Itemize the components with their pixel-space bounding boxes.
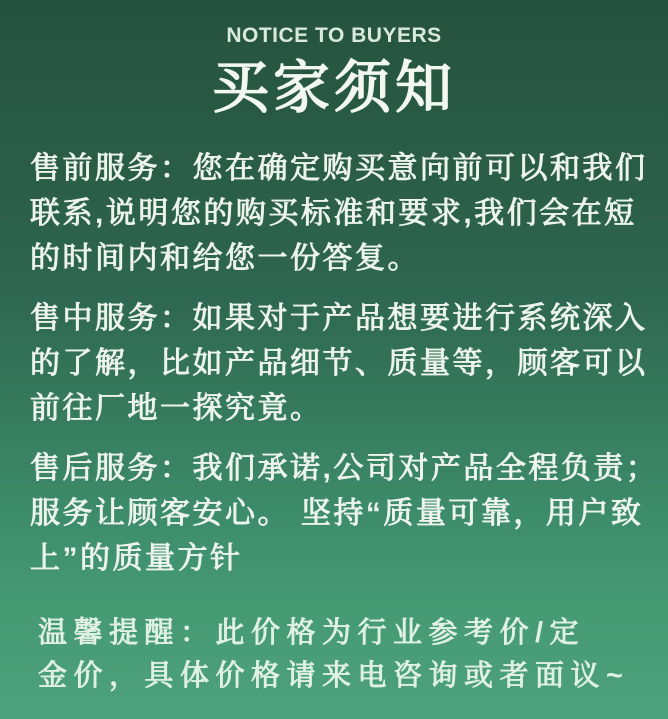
text-line: 金价，具体价格请来电咨询或者面议~ <box>38 660 630 692</box>
text-line: 售中服务：如果对于产品想要进行系统深入 <box>30 302 648 335</box>
text-line: 温馨提醒：此价格为行业参考价/定 <box>38 617 586 649</box>
after-sale-service-paragraph <box>30 446 659 581</box>
text-line: 售前服务：您在确定购买意向前可以和我们 <box>30 152 648 185</box>
english-subtitle: NOTICE TO BUYERS <box>226 24 442 47</box>
text-line: 联系,说明您的购买标准和要求,我们会在短 <box>30 197 637 230</box>
text-line: 前往厂地一探究竟。 <box>30 392 323 425</box>
pre-sale-service-paragraph <box>30 146 654 281</box>
mid-sale-service-paragraph <box>30 296 654 431</box>
text-line: 售后服务：我们承诺,公司对产品全程负责； <box>30 452 659 485</box>
text-line: 的时间内和给您一份答复。 <box>30 242 420 275</box>
price-reminder-note <box>38 612 656 698</box>
text-line: 上”的质量方针 <box>30 542 243 575</box>
text-line: 服务让顾客安心。 坚持“质量可靠，用户致 <box>30 497 644 530</box>
text-line: 的了解，比如产品细节、质量等，顾客可以 <box>30 347 648 380</box>
page-title: 买家须知 <box>212 56 456 120</box>
